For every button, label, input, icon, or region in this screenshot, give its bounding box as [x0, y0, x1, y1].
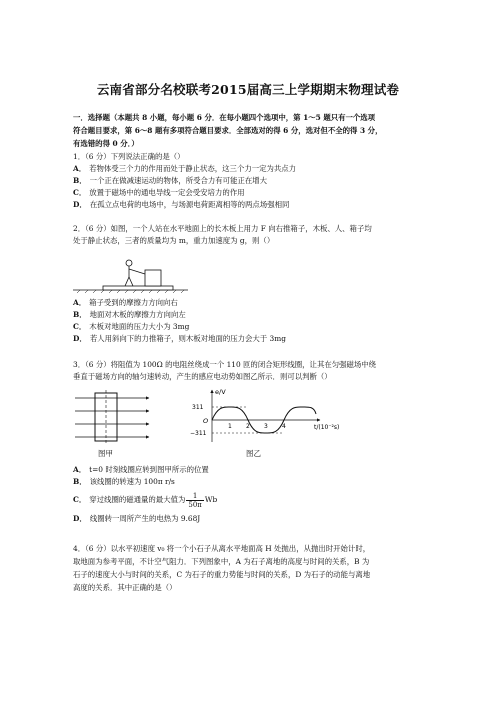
option-text: 一个正在做减速运动的物体，所受合力有可能正在增大: [89, 176, 268, 185]
q2-stem-line2: 处于静止状态，三者的质量均为 m，重力加速度为 g，则（）: [73, 236, 275, 245]
option-text: 在孤立点电荷的电场中，与场源电荷距离相等的两点场强相同: [89, 200, 290, 209]
q3-figure-left-caption: 图甲: [98, 449, 113, 458]
graph-xtick-3: 3: [264, 423, 268, 430]
option-label: A．: [73, 164, 87, 173]
option-label: A．: [73, 298, 87, 307]
q2-option-d: [73, 334, 433, 344]
option-label: B．: [73, 310, 87, 319]
option-label: A．: [73, 465, 87, 474]
option-text: 穿过线圈的磁通量的最大值为: [89, 495, 186, 504]
q1-option-b: [73, 176, 433, 186]
option-label: C．: [73, 188, 87, 197]
q2-stem-line1: 2．（6 分）如图，一个人站在水平地面上的长木板上用力 F 向右推箱子，木板、人、箱子均: [73, 224, 372, 233]
q2-option-a: [73, 298, 433, 308]
option-label: C．: [73, 322, 87, 331]
q3-stem-line2: 垂直于磁场方向的轴匀速转动，产生的感应电动势如图乙所示．则可以判断（）: [73, 372, 332, 381]
graph-xlabel: t/(10⁻²s): [314, 424, 340, 431]
option-unit: Wb: [204, 495, 218, 504]
graph-xtick-4: 4: [282, 423, 286, 430]
option-text: 线圈转一周所产生的电热为 9.68J: [89, 514, 201, 523]
option-label: C．: [73, 495, 87, 504]
q4-stem-line2: 取地面为参考平面，不计空气阻力．下列图象中，A 为石子离地的高度与时间的关系，B 为: [73, 557, 370, 566]
option-text: 该线圈的转速为 100π r/s: [89, 477, 175, 486]
option-text: 若人用斜向下的力推箱子，则木板对地面的压力会大于 3mg: [89, 334, 286, 343]
section-instructions-line2: 符合题目要求，第 6～8 题有多项符合题目要求．全部选对的得 6 分，选对但不全的得 3 分，: [73, 126, 383, 135]
q2-option-b: [73, 310, 433, 320]
fraction-denominator: 50π: [188, 500, 202, 509]
q1-option-c: [73, 188, 433, 198]
q3-stem-line1: 3．（6 分）将阻值为 100Ω 的电阻丝绕成一个 110 匝的闭合矩形线圈，让其在匀强磁场中绕: [73, 360, 377, 369]
option-label: D．: [73, 334, 87, 343]
graph-origin-label: O: [203, 417, 209, 425]
q3-option-b: [73, 477, 433, 487]
fraction-numerator: 1: [186, 492, 204, 501]
q1-option-a: [73, 164, 433, 174]
q1-option-d: [73, 200, 433, 210]
q3-figure-emf-graph: [190, 384, 360, 446]
option-label: B．: [73, 176, 87, 185]
q4-stem-line3: 石子的速度大小与时间的关系，C 为石子的重力势能与时间的关系，D 为石子的动能与离地: [73, 570, 371, 579]
option-text: t=0 时刻线圈应转到图甲所示的位置: [89, 465, 209, 474]
q3-option-d: [73, 514, 433, 524]
q4-stem-line4: 高度的关系．其中正确的是（）: [73, 583, 177, 592]
q3-figure-right-caption: 图乙: [246, 449, 261, 458]
graph-xtick-1: 1: [228, 423, 232, 430]
option-label: B．: [73, 477, 87, 486]
q2-figure-person-box-board: [73, 258, 188, 294]
option-text: 若物体受三个力的作用而处于静止状态，这三个力一定为共点力: [89, 164, 297, 173]
q3-option-c: [73, 491, 433, 509]
graph-ylabel: e/V: [215, 388, 226, 396]
q3-figure-coil-in-field: [73, 390, 163, 446]
q1-stem: 1．（6 分）下列说法正确的是（）: [73, 152, 185, 161]
option-text: 地面对木板的摩擦力方向向左: [89, 310, 186, 319]
option-label: D．: [73, 200, 87, 209]
fraction: [186, 492, 204, 509]
graph-xtick-2: 2: [246, 423, 250, 430]
option-text: 木板对地面的压力大小为 3mg: [89, 322, 190, 331]
q2-option-c: [73, 322, 433, 332]
graph-yneg-label: −311: [190, 430, 207, 437]
option-text: 箱子受到的摩擦力方向向右: [89, 298, 178, 307]
option-label: D．: [73, 514, 87, 523]
section-instructions-line3: 有选错的得 0 分．）: [73, 139, 139, 148]
q3-option-a: [73, 465, 433, 475]
page-title: 云南省部分名校联考2015届高三上学期期末物理试卷: [96, 82, 400, 97]
q4-stem-line1: 4．（6 分）以水平初速度 v₀ 将一个小石子从离水平地面高 H 处抛出，从抛出时开始计时，: [73, 544, 371, 553]
section-instructions-line1: 一．选择题（本题共 8 小题，每小题 6 分．在每小题四个选项中，第 1～5 题只有一个选项: [73, 113, 376, 122]
option-text: 放置于磁场中的通电导线一定会受安培力的作用: [89, 188, 245, 197]
graph-ypos-label: 311: [192, 404, 204, 411]
